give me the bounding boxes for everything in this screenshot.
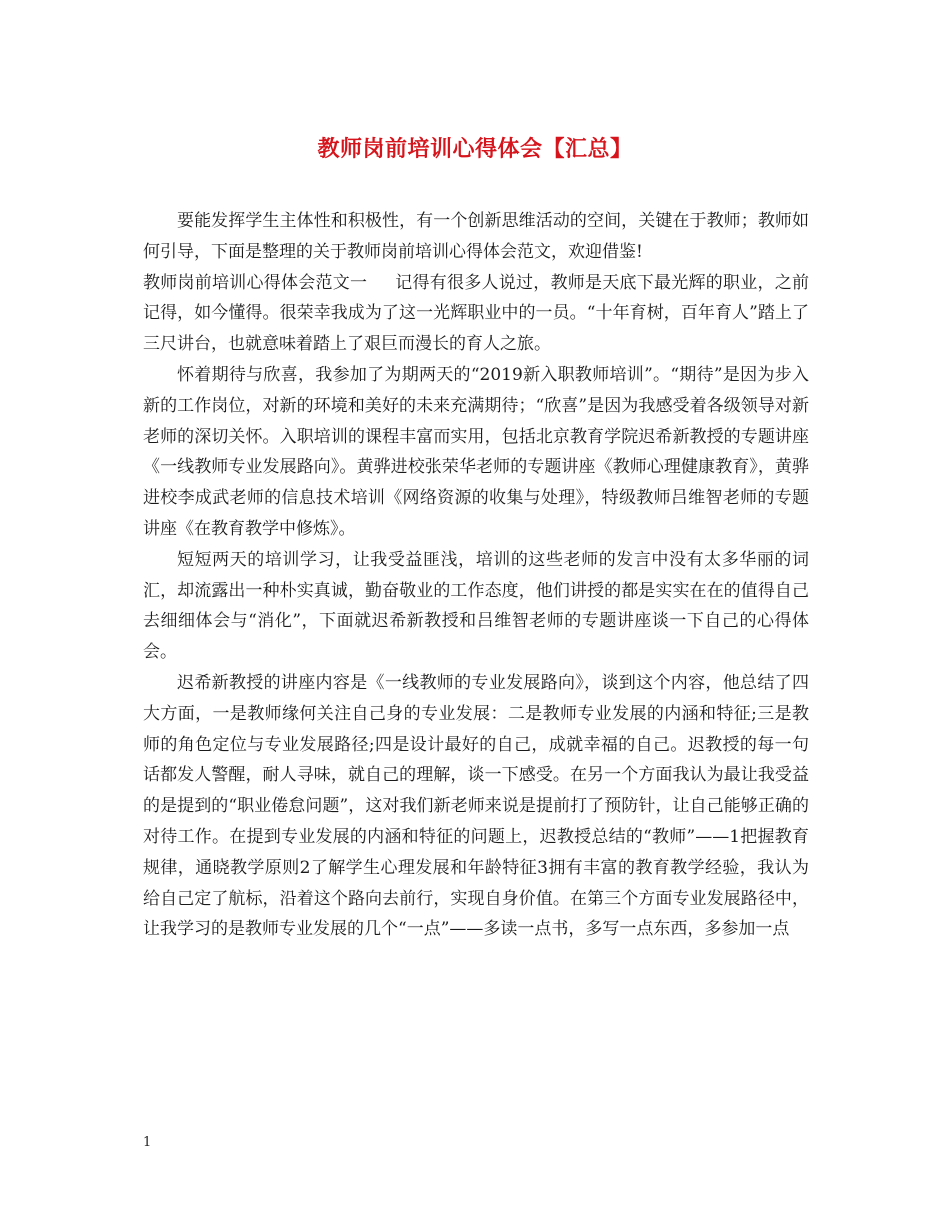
body-paragraph-2: 短短两天的培训学习，让我受益匪浅，培训的这些老师的发言中没有太多华丽的词汇，却流露出一种朴实真诚，勤奋敬业的工作态度，他们讲授的都是实实在在的值得自己去细细体会与“消化”，下面就迟希新教授和吕维智老师的专题讲座谈一下自己的心得体会。 (143, 549, 809, 663)
section-first-paragraph-text: 记得有很多人说过，教师是天底下最光辉的职业，之前记得，如今懂得。很荣幸我成为了这一光辉职业中的一员。“十年育树，百年育人”踏上了三尺讲台，也就意味着踏上了艰巨而漫长的育人之旅。 (143, 272, 809, 355)
page-number: 1 (143, 1135, 152, 1150)
intro-paragraph: 要能发挥学生主体性和积极性，有一个创新思维活动的空间，关键在于教师；教师如何引导，下面是整理的关于教师岗前培训心得体会范文，欢迎借鉴! (143, 211, 809, 262)
body-paragraph-3: 迟希新教授的讲座内容是《一线教师的专业发展路向》，谈到这个内容，他总结了四大方面，一是教师缘何关注自己身的专业发展：二是教师专业发展的内涵和特征;三是教师的角色定位与专业发展路径;四是设计最好的自己，成就幸福的自己。迟教授的每一句话都发人警醒，耐人寻味，就自己的理解，谈一下感受。在另一个方面我认为最让我受益的是提到的“职业倦怠问题”，这对我们新老师来说是提前打了预防针，让自己能够正确的对待工作。在提到专业发展的内涵和特征的问题上，迟教授总结的“教师”——1把握教育规律，通晓教学原则2了解学生心理发展和年龄特征3拥有丰富的教育教学经验，我认为给自己定了航标，沿着这个路向去前行，实现自身价值。在第三个方面专业发展路径中，让我学习的是教师专业发展的几个“一点”——多读一点书，多写一点东西，多参加一点 (143, 672, 809, 940)
body-paragraph-1: 怀着期待与欣喜，我参加了为期两天的“2019新入职教师培训”。“期待”是因为步入新的工作岗位，对新的环境和美好的未来充满期待；“欣喜”是因为我感受着各级领导对新老师的深切关怀。入职培训的课程丰富而实用，包括北京教育学院迟希新教授的专题讲座《一线教师专业发展路向》。黄骅进校张荣华老师的专题讲座《教师心理健康教育》，黄骅进校李成武老师的信息技术培训《网络资源的收集与处理》，特级教师吕维智老师的专题讲座《在教育教学中修炼》。 (143, 364, 809, 539)
section-first-paragraph (143, 268, 809, 360)
section-label: 教师岗前培训心得体会范文一 (143, 272, 368, 293)
document-body (143, 206, 809, 945)
document-title: 教师岗前培训心得体会【汇总】 (317, 136, 633, 162)
